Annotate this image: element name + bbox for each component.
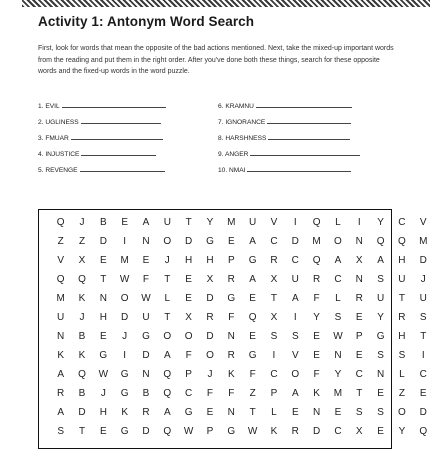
answer-blank <box>268 132 350 140</box>
grid-letter: W <box>119 274 130 285</box>
grid-letter: S <box>334 312 342 323</box>
grid-letter: A <box>163 407 171 418</box>
grid-letter: Q <box>312 255 321 266</box>
grid-letter: M <box>56 293 65 304</box>
grid-letter: G <box>142 331 150 342</box>
word-label: 9. ANGER <box>218 151 249 158</box>
word-list-item <box>218 100 360 116</box>
word-list-item <box>38 100 166 116</box>
grid-letter: A <box>291 293 299 304</box>
grid-letter: T <box>164 312 171 323</box>
grid-letter: C <box>334 274 342 285</box>
grid-letter: T <box>78 426 86 437</box>
grid-letter: O <box>163 331 172 342</box>
grid-letter: J <box>207 369 213 380</box>
grid-letter: H <box>206 255 214 266</box>
grid-letter: K <box>121 407 128 418</box>
word-list-item <box>38 164 166 180</box>
grid-letter: T <box>249 407 256 418</box>
grid-letter: X <box>78 255 86 266</box>
grid-row <box>50 384 430 404</box>
grid-letter: R <box>291 426 299 437</box>
grid-letter: C <box>185 388 193 399</box>
grid-row <box>50 346 430 366</box>
grid-letter: I <box>357 217 361 228</box>
grid-letter: G <box>120 426 129 437</box>
grid-letter: T <box>420 331 427 342</box>
grid-letter: E <box>249 293 256 304</box>
word-label: 3. FMUAR <box>38 135 69 142</box>
grid-letter: U <box>163 217 171 228</box>
grid-letter: G <box>99 350 108 361</box>
grid-row <box>50 422 430 442</box>
grid-letter: L <box>271 407 277 418</box>
grid-row <box>50 270 430 290</box>
grid-letter: F <box>313 369 320 380</box>
grid-letter: M <box>120 255 129 266</box>
word-list-right <box>218 100 360 180</box>
word-search-grid <box>38 209 428 449</box>
grid-letter: U <box>419 293 427 304</box>
grid-letter: E <box>313 331 320 342</box>
grid-letter: F <box>228 312 235 323</box>
grid-letter: E <box>99 426 107 437</box>
word-label: 10. NMAI <box>218 167 246 174</box>
grid-letter: J <box>79 217 85 228</box>
grid-letter: R <box>142 407 150 418</box>
grid-letter: N <box>355 274 363 285</box>
grid-letter: R <box>270 255 278 266</box>
grid-letter: X <box>270 274 278 285</box>
grid-letter: Q <box>419 426 428 437</box>
grid-letter: C <box>419 369 427 380</box>
grid-letter: X <box>185 312 192 323</box>
grid-letter: D <box>312 426 321 437</box>
grid-letter: E <box>227 236 235 247</box>
grid-letter: Q <box>248 312 257 323</box>
answer-blank <box>267 116 351 124</box>
grid-row <box>50 403 430 423</box>
grid-letter: D <box>142 350 150 361</box>
grid-letter: Q <box>163 388 172 399</box>
grid-letter: W <box>141 293 151 304</box>
grid-letter: W <box>183 426 194 437</box>
grid-letter: N <box>227 407 235 418</box>
grid-letter: S <box>398 350 406 361</box>
grid-letter: B <box>142 388 150 399</box>
grid-letter: U <box>398 274 406 285</box>
grid-letter: Q <box>56 274 65 285</box>
grid-letter: Q <box>312 217 321 228</box>
grid-letter: K <box>78 293 86 304</box>
grid-letter: N <box>376 369 385 380</box>
grid-letter: K <box>313 388 320 399</box>
grid-letter: W <box>333 331 343 342</box>
grid-letter: E <box>334 407 342 418</box>
grid-letter: E <box>206 407 214 418</box>
grid-letter: R <box>227 350 235 361</box>
word-list-left <box>38 100 166 180</box>
grid-letter: K <box>57 350 64 361</box>
grid-letter: E <box>355 312 363 323</box>
grid-letter: B <box>78 388 86 399</box>
grid-letter: N <box>57 331 65 342</box>
grid-letter: G <box>206 236 214 247</box>
grid-letter: R <box>355 293 363 304</box>
grid-letter: Q <box>163 426 172 437</box>
grid-letter: G <box>227 426 236 437</box>
grid-letter: I <box>123 350 127 361</box>
answer-blank <box>71 132 163 140</box>
answer-blank <box>62 100 166 108</box>
grid-letter: D <box>121 312 129 323</box>
grid-letter: E <box>377 388 384 399</box>
grid-letter: C <box>270 369 278 380</box>
grid-letter: U <box>142 312 150 323</box>
grid-letter: D <box>419 407 427 418</box>
grid-letter: S <box>291 331 299 342</box>
grid-letter: D <box>185 236 193 247</box>
grid-letter: F <box>249 369 256 380</box>
grid-row <box>50 327 430 347</box>
grid-letter: I <box>272 350 276 361</box>
grid-letter: R <box>206 312 214 323</box>
grid-letter: E <box>249 331 256 342</box>
grid-letter: Z <box>57 236 64 247</box>
grid-letter: R <box>312 274 321 285</box>
grid-letter: N <box>142 236 150 247</box>
grid-letter: E <box>121 217 128 228</box>
grid-letter: T <box>164 274 171 285</box>
grid-letter: H <box>99 312 107 323</box>
grid-letter: D <box>291 236 299 247</box>
grid-letter: C <box>355 369 363 380</box>
grid-letter: D <box>99 236 107 247</box>
grid-letter: V <box>270 217 278 228</box>
grid-letter: V <box>291 350 299 361</box>
grid-letter: Y <box>334 369 342 380</box>
grid-letter: I <box>293 217 297 228</box>
grid-letter: M <box>227 217 236 228</box>
grid-letter: M <box>419 236 428 247</box>
grid-letter: Z <box>398 388 405 399</box>
grid-letter: S <box>419 312 427 323</box>
grid-letter: C <box>291 255 299 266</box>
grid-letter: Q <box>398 236 406 247</box>
grid-letter: A <box>57 369 64 380</box>
grid-letter: N <box>334 350 342 361</box>
grid-letter: T <box>185 217 192 228</box>
grid-letter: O <box>398 407 406 418</box>
grid-letter: A <box>249 236 256 247</box>
grid-letter: X <box>206 274 214 285</box>
grid-letter: Y <box>377 312 384 323</box>
grid-letter: Y <box>398 426 406 437</box>
word-list-item <box>218 148 360 164</box>
answer-blank <box>247 164 351 172</box>
grid-letter: Y <box>377 217 384 228</box>
grid-letter: A <box>291 388 299 399</box>
grid-letter: L <box>164 293 171 304</box>
grid-letter: I <box>293 312 297 323</box>
grid-letter: K <box>78 350 86 361</box>
word-label: 7. IGNORANCE <box>218 119 266 126</box>
grid-letter: S <box>355 407 363 418</box>
answer-blank <box>250 148 360 156</box>
grid-letter: U <box>57 312 65 323</box>
grid-letter: N <box>312 407 321 418</box>
grid-letter: O <box>291 369 300 380</box>
grid-letter: O <box>184 331 193 342</box>
grid-letter: A <box>377 255 384 266</box>
grid-letter: Q <box>376 236 385 247</box>
word-label: 4. INJUSTICE <box>38 151 80 158</box>
grid-letter: A <box>142 217 150 228</box>
grid-row <box>50 308 430 328</box>
grid-letter: Q <box>56 217 65 228</box>
grid-letter: S <box>270 331 278 342</box>
grid-letter: D <box>206 293 214 304</box>
grid-letter: M <box>333 388 343 399</box>
grid-letter: K <box>270 426 278 437</box>
answer-blank <box>81 116 161 124</box>
grid-letter: P <box>206 426 214 437</box>
word-list-item <box>38 132 166 148</box>
grid-letter: V <box>57 255 64 266</box>
word-label: 8. HARSHNESS <box>218 135 267 142</box>
grid-letter: G <box>227 293 236 304</box>
word-list-item <box>218 132 360 148</box>
grid-letter: U <box>376 293 385 304</box>
grid-letter: P <box>355 331 363 342</box>
grid-letter: F <box>185 350 192 361</box>
grid-letter: C <box>334 426 342 437</box>
grid-letter: J <box>164 255 170 266</box>
grid-letter: N <box>227 331 235 342</box>
grid-letter: H <box>99 407 107 418</box>
grid-letter: R <box>227 274 235 285</box>
grid-letter: D <box>206 331 214 342</box>
grid-letter: H <box>398 255 406 266</box>
grid-row <box>50 213 430 233</box>
grid-row <box>50 251 430 271</box>
grid-letter: I <box>123 236 127 247</box>
grid-row <box>50 365 430 385</box>
grid-letter: E <box>99 331 107 342</box>
grid-letter: S <box>377 274 384 285</box>
answer-blank <box>256 100 352 108</box>
grid-letter: A <box>163 350 171 361</box>
word-list-item <box>38 148 166 164</box>
word-list-item <box>218 116 360 132</box>
grid-letter: X <box>355 426 363 437</box>
grid-letter: T <box>356 388 363 399</box>
grid-letter: G <box>248 255 257 266</box>
grid-letter: L <box>399 369 405 380</box>
grid-letter: E <box>291 407 299 418</box>
grid-letter: S <box>377 407 384 418</box>
word-list-item <box>38 116 166 132</box>
grid-letter: P <box>227 255 235 266</box>
grid-letter: V <box>419 217 427 228</box>
grid-row <box>50 232 430 252</box>
grid-letter: A <box>57 407 64 418</box>
grid-letter: Z <box>249 388 256 399</box>
grid-letter: J <box>122 331 128 342</box>
grid-letter: T <box>100 274 107 285</box>
grid-letter: G <box>120 369 129 380</box>
grid-letter: K <box>227 369 235 380</box>
word-label: 2. UGLINESS <box>38 119 79 126</box>
grid-letter: Z <box>78 236 86 247</box>
grid-letter: A <box>334 255 342 266</box>
decorative-top-border <box>22 0 430 7</box>
grid-letter: O <box>120 293 129 304</box>
word-list-item <box>218 164 360 180</box>
grid-letter: O <box>163 236 172 247</box>
grid-letter: O <box>206 350 214 361</box>
grid-letter: E <box>185 293 192 304</box>
grid-letter: J <box>79 312 85 323</box>
grid-letter: E <box>355 350 363 361</box>
grid-letter: J <box>420 274 426 285</box>
grid-letter: B <box>99 217 107 228</box>
grid-letter: X <box>355 255 363 266</box>
grid-letter: N <box>355 236 363 247</box>
grid-letter: G <box>184 407 193 418</box>
word-label: 6. KRAMNU <box>218 103 254 110</box>
answer-blank <box>80 164 165 172</box>
grid-letter: D <box>419 255 427 266</box>
grid-letter: I <box>421 350 425 361</box>
instructions-paragraph: First, look for words that mean the opposite of the bad actions mentioned. Next, take the mixed-up important words from the reading and put them in the right order. After you've done both these things, search for these opposite words and the fixed-up words in the word puzzle. <box>38 45 394 75</box>
grid-letter: N <box>99 293 107 304</box>
grid-letter: J <box>100 388 106 399</box>
grid-letter: C <box>270 236 278 247</box>
grid-letter: R <box>398 312 406 323</box>
grid-letter: B <box>78 331 86 342</box>
grid-letter: C <box>398 217 406 228</box>
grid-letter: U <box>249 217 257 228</box>
grid-letter: L <box>335 293 341 304</box>
grid-letter: N <box>142 369 150 380</box>
grid-letter: H <box>185 255 193 266</box>
grid-letter: W <box>98 369 109 380</box>
grid-letter: D <box>142 426 150 437</box>
grid-letter: F <box>313 293 320 304</box>
grid-letter: F <box>228 388 235 399</box>
grid-letter: E <box>185 274 192 285</box>
grid-letter: P <box>185 369 192 380</box>
grid-letter: F <box>142 274 150 285</box>
grid-letter: L <box>335 217 341 228</box>
grid-letter: E <box>419 388 427 399</box>
grid-letter: A <box>249 274 256 285</box>
grid-letter: G <box>248 350 257 361</box>
grid-letter: E <box>313 350 320 361</box>
grid-letter: F <box>206 388 214 399</box>
word-label: 5. REVENGE <box>38 167 78 174</box>
word-label: 1. EVIL <box>38 103 60 110</box>
grid-letter: U <box>291 274 299 285</box>
grid-letter: M <box>312 236 321 247</box>
grid-letter: P <box>270 388 278 399</box>
grid-letter: D <box>78 407 86 418</box>
grid-letter: Q <box>78 274 86 285</box>
grid-letter: G <box>120 388 129 399</box>
grid-letter: Q <box>78 369 86 380</box>
grid-letter: E <box>377 426 384 437</box>
grid-letter: S <box>57 426 64 437</box>
grid-letter: W <box>247 426 258 437</box>
grid-letter: H <box>398 331 406 342</box>
grid-letter: S <box>377 350 384 361</box>
grid-letter: G <box>376 331 385 342</box>
grid-letter: E <box>99 255 107 266</box>
grid-letter: Y <box>313 312 320 323</box>
grid-letter: T <box>270 293 277 304</box>
grid-letter: Y <box>206 217 214 228</box>
grid-letter: X <box>270 312 278 323</box>
grid-letter: E <box>142 255 150 266</box>
grid-letter: O <box>334 236 342 247</box>
grid-row <box>50 289 430 309</box>
page-title: Activity 1: Antonym Word Search <box>38 14 255 29</box>
grid-letter: T <box>398 293 405 304</box>
answer-blank <box>81 148 156 156</box>
grid-letter: Q <box>163 369 172 380</box>
grid-letter: R <box>57 388 65 399</box>
